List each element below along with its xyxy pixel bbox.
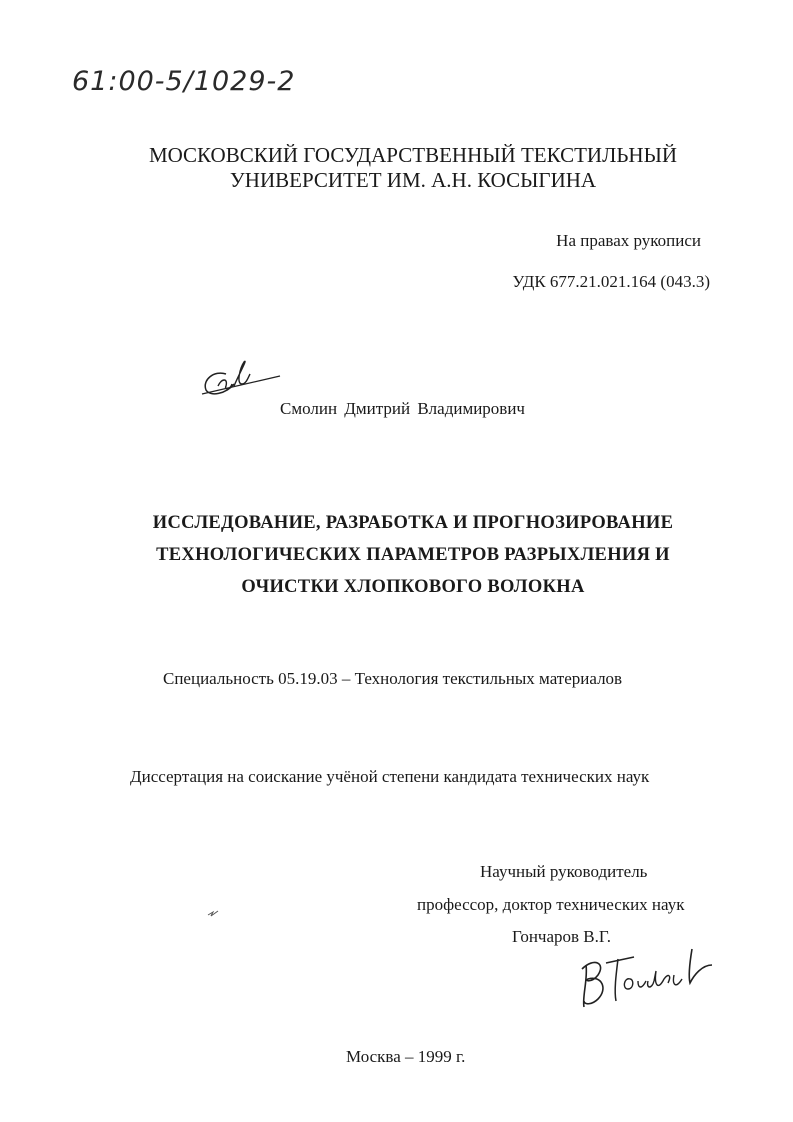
dissertation-title [0,507,793,603]
archive-number: 61:00-5/1029-2 [72,66,296,97]
dissertation-degree: Диссертация на соискание учёной степени кандидата технических наук [130,767,650,786]
stray-mark [206,908,220,918]
university-line-2: УНИВЕРСИТЕТ ИМ. А.Н. КОСЫГИНА [229,168,597,192]
specialty: Специальность 05.19.03 – Технология текстильных материалов [163,669,623,688]
author-signature [196,350,286,400]
university-line-1: МОСКОВСКИЙ ГОСУДАРСТВЕННЫЙ ТЕКСТИЛЬНЫЙ [148,143,678,167]
title-line-2: ТЕХНОЛОГИЧЕСКИХ ПАРАМЕТРОВ РАЗРЫХЛЕНИЯ И [156,545,670,565]
title-line-3: ОЧИСТКИ ХЛОПКОВОГО ВОЛОКНА [241,577,585,597]
supervisor-degree: профессор, доктор технических наук [417,895,685,914]
author-name: Смолин Дмитрий Владимирович [280,399,525,418]
university-name [0,143,793,193]
supervisor-label: Научный руководитель [480,862,648,881]
supervisor-name: Гончаров В.Г. [512,927,612,946]
supervisor-signature [572,935,722,1015]
udk-code: УДК 677.21.021.164 (043.3) [512,272,710,291]
manuscript-rights: На правах рукописи [556,231,701,250]
city-year: Москва – 1999 г. [346,1047,466,1066]
title-line-1: ИССЛЕДОВАНИЕ, РАЗРАБОТКА И ПРОГНОЗИРОВАНИЕ [152,513,674,533]
